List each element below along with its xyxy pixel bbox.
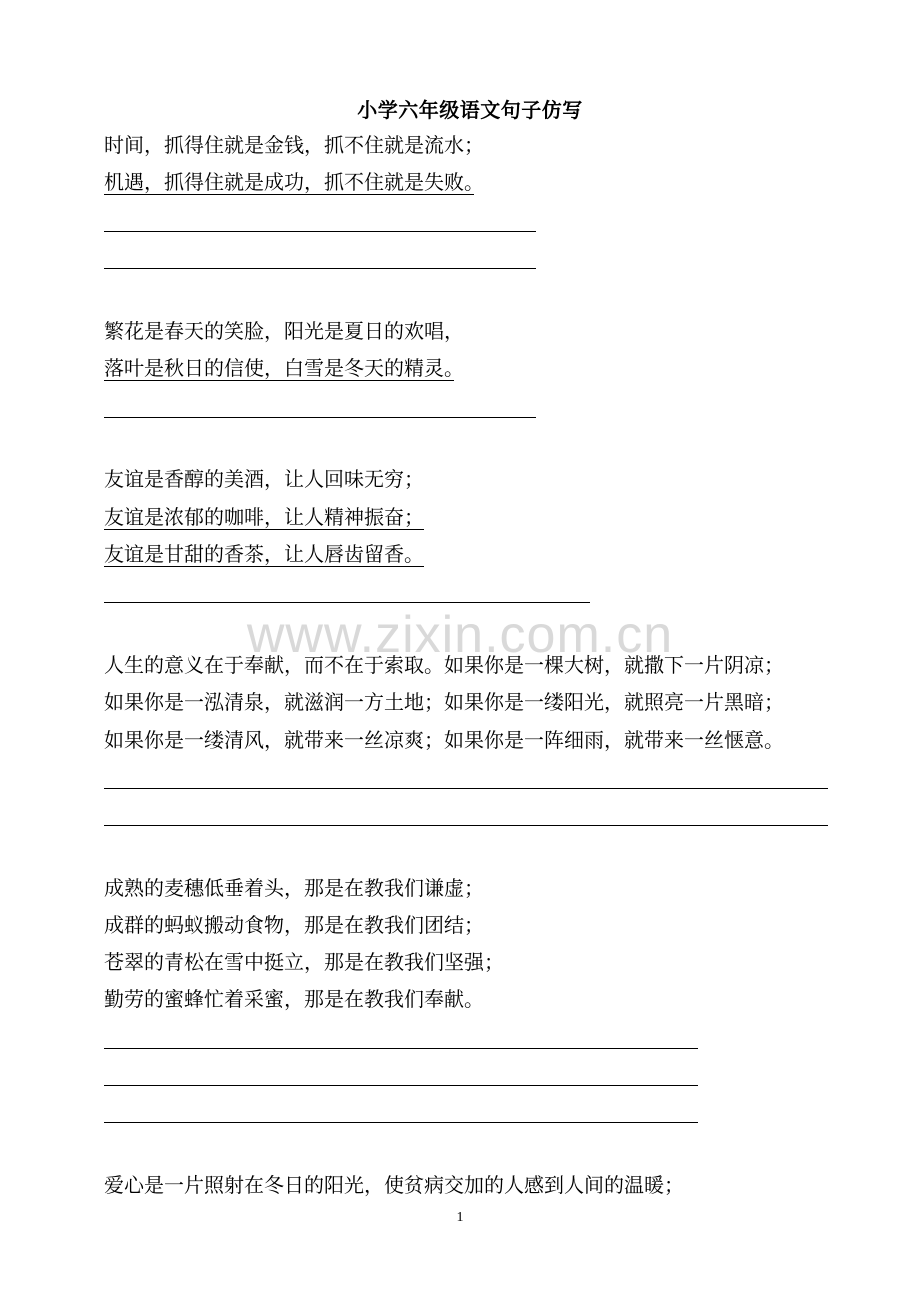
example-answer (104, 540, 424, 568)
answer-blank-line[interactable] (104, 417, 536, 418)
example-answer (104, 354, 474, 382)
page-number: 1 (456, 1210, 464, 1225)
exercise-sentence: 成群的蚂蚁搬动食物，那是在教我们团结； (104, 913, 484, 937)
exercise-sentence: 如果你是一泓清泉，就滋润一方土地；如果你是一缕阳光，就照亮一片黑暗； (104, 690, 784, 714)
answer-blank-line[interactable] (104, 231, 536, 232)
exercise-sentence: 爱心是一片照射在冬日的阳光，使贫病交加的人感到人间的温暖； (104, 1173, 684, 1197)
example-answer-text: 落叶是秋日的信使，白雪是冬天的精灵。 (104, 356, 454, 380)
answer-blank-line[interactable] (104, 788, 828, 789)
answer-blank-line[interactable] (104, 825, 828, 826)
example-answer-text: 友谊是甘甜的香茶，让人唇齿留香。 (104, 542, 424, 566)
answer-blank-line[interactable] (104, 1122, 698, 1123)
exercise-sentence: 时间，抓得住就是金钱，抓不住就是流水； (104, 133, 484, 157)
exercise-sentence: 人生的意义在于奉献，而不在于索取。如果你是一棵大树，就撒下一片阴凉； (104, 653, 784, 677)
exercise-sentence: 友谊是香醇的美酒，让人回味无穷； (104, 467, 424, 491)
example-answer (104, 168, 494, 196)
exercise-sentence: 如果你是一缕清风，就带来一丝凉爽；如果你是一阵细雨，就带来一丝惬意。 (104, 728, 784, 752)
exercise-sentence: 苍翠的青松在雪中挺立，那是在教我们坚强； (104, 950, 504, 974)
answer-blank-line[interactable] (104, 602, 590, 603)
answer-blank-line[interactable] (104, 1085, 698, 1086)
exercise-sentence: 成熟的麦穗低垂着头，那是在教我们谦虚； (104, 876, 484, 900)
page-title: 小学六年级语文句子仿写 (357, 98, 583, 122)
exercise-sentence: 勤劳的蜜蜂忙着采蜜，那是在教我们奉献。 (104, 987, 484, 1011)
example-answer-text: 友谊是浓郁的咖啡，让人精神振奋； (104, 505, 424, 529)
answer-blank-line[interactable] (104, 268, 536, 269)
example-answer (104, 503, 424, 531)
watermark: www.zixin.com.cn (246, 606, 674, 664)
exercise-sentence: 繁花是春天的笑脸，阳光是夏日的欢唱， (104, 319, 464, 343)
example-answer-text: 机遇，抓得住就是成功，抓不住就是失败。 (104, 170, 474, 194)
answer-blank-line[interactable] (104, 1048, 698, 1049)
